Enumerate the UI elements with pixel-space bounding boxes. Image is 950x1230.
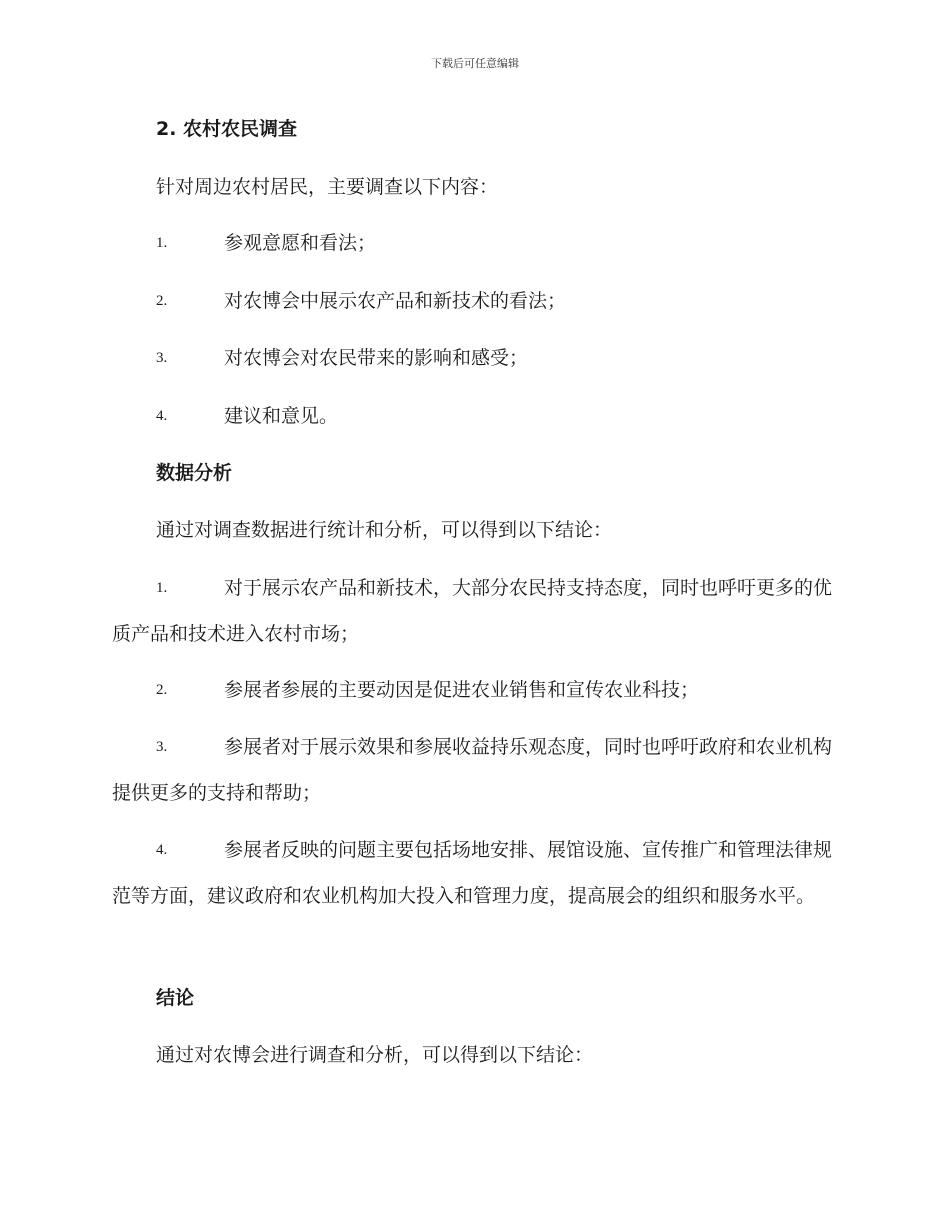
list-item-number: 3. [156, 739, 168, 755]
section-heading-analysis: 数据分析 [156, 462, 233, 484]
list-item-text: 对于展示农产品和新技术，大部分农民持支持态度，同时也呼吁更多的优质产品和技术进入农村市场； [112, 577, 833, 645]
list-item-text: 建议和意见。 [224, 405, 339, 427]
section-heading-survey: 2. 农村农民调查 [156, 118, 298, 140]
list-item-number: 4. [156, 408, 168, 424]
list-item-text: 对农博会对农民带来的影响和感受； [224, 347, 529, 369]
list-item [156, 278, 836, 324]
list-item [112, 827, 836, 919]
section-heading-conclusion: 结论 [156, 987, 195, 1009]
list-item-text: 参展者参展的主要动因是促进农业销售和宣传农业科技； [224, 679, 700, 701]
list-item-text: 对农博会中展示农产品和新技术的看法； [224, 290, 567, 312]
list-item [156, 335, 836, 381]
list-item-number: 1. [156, 235, 168, 251]
survey-intro: 针对周边农村居民，主要调查以下内容： [156, 176, 499, 198]
list-item [156, 393, 836, 439]
list-item [156, 667, 836, 713]
list-item [112, 724, 836, 816]
conclusion-intro: 通过对农博会进行调查和分析，可以得到以下结论： [156, 1044, 594, 1066]
list-item-number: 2. [156, 682, 168, 698]
list-item-number: 3. [156, 350, 168, 366]
list-item-number: 4. [156, 842, 168, 858]
list-item-number: 1. [156, 580, 168, 596]
list-item-text: 参展者对于展示效果和参展收益持乐观态度，同时也呼吁政府和农业机构提供更多的支持和帮助； [112, 736, 833, 804]
list-item-number: 2. [156, 293, 168, 309]
list-item [156, 220, 836, 266]
list-item-text: 参观意愿和看法； [224, 232, 377, 254]
list-item [112, 565, 836, 657]
analysis-intro: 通过对调查数据进行统计和分析，可以得到以下结论： [156, 519, 613, 541]
page-header-note: 下载后可任意编辑 [431, 57, 519, 70]
list-item-text: 参展者反映的问题主要包括场地安排、展馆设施、宣传推广和管理法律规范等方面，建议政府和农业机构加大投入和管理力度，提高展会的组织和服务水平。 [112, 839, 833, 907]
